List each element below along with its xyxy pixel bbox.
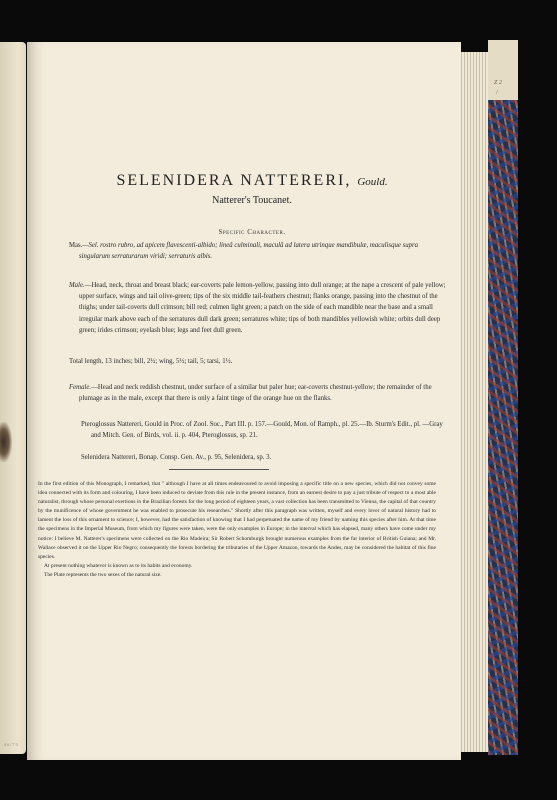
- total-length: Total length, 13 inches; bill, 2½; wing, 5½; tail, 5; tarsi, 1½.: [69, 358, 233, 365]
- facing-page-note: 4·6 / 7·3: [4, 742, 18, 747]
- male-text: —Head, neck, throat and breast black; ear-coverts pale lemon-yellow, passing into dull orange; at the nape a crescent of pale yellow; upper surface, wings and tail olive-green; tips of the six middle tail-feathers chestnut; flanks orange, passing into the chestnut of the thighs; under tail-coverts dull crimson; bill red; culmen light green; a patch on the side of each mandible near the base and a small irregular mark above each of the serratures dull dark green; serratures white; tips of both mandibles yellowish white; orbits dull deep green; irides crimson; eyelash blue; legs and feet dull green.: [79, 282, 446, 334]
- board-paper: [488, 40, 518, 100]
- marbled-board: [488, 40, 518, 755]
- male-label: Male.: [69, 282, 85, 289]
- species-authority: Gould.: [357, 176, 388, 188]
- mas-text: —Sel. rostro rubro, ad apicem flavescenti-albido; lineâ culminali, maculâ ad latera utrinque mandibulæ, maculisque supra singularum serraturarum viridi; serraturis albis.: [79, 242, 419, 261]
- synonymy-1: Pteroglossus Nattereri, Gould in Proc. of Zool. Soc., Part III. p. 157.—Gould, Mon. of Ramph., pl. 25.—Ib. Sturm's Edit., pl. —Gray and Mitch. Gen. of Birds, vol. ii. p. 404, Pteroglossus, sp. 21.: [81, 421, 443, 440]
- board-note-line2: /: [496, 90, 498, 96]
- species-name: SELENIDERA NATTERERI,: [116, 172, 352, 189]
- female-description: [69, 382, 447, 404]
- latin-diagnosis: [69, 240, 447, 262]
- board-note-line1: Z 2: [494, 80, 502, 86]
- female-text: —Head and neck reddish chestnut, under surface of a similar but paler hue; ear-coverts chestnut-yellow; the remainder of the plumage as in the male, except that there is only a faint tinge of the orange hue on the flanks.: [79, 384, 432, 403]
- male-description: [69, 280, 447, 336]
- female-label: Female.: [69, 384, 92, 391]
- plate-bleed-through: [0, 422, 12, 462]
- body-paragraph: At present nothing whatever is known as to its habits and economy.: [44, 562, 193, 569]
- divider-rule: [169, 469, 269, 470]
- species-title: [57, 172, 447, 190]
- book-page: [27, 42, 461, 760]
- common-name: Natterer's Toucanet.: [212, 195, 292, 206]
- facing-page: [0, 42, 26, 754]
- section-heading: Specific Character.: [218, 228, 286, 236]
- body-paragraph: The Plate represents the two sexes of the natural size.: [44, 571, 162, 578]
- mas-label: Mas.: [69, 242, 83, 249]
- synonymy-2: Selenidera Nattereri, Bonap. Consp. Gen. Av., p. 95, Selenidera, sp. 3.: [81, 454, 272, 461]
- body-text: [38, 480, 436, 580]
- body-paragraph: In the first edition of this Monograph, I remarked, that " although I have at all times endeavoured to avoid imposing a specific title on a new species, which did not convey some idea connected with its form and colouring, I have been induced to deviate from this rule in the present instance, from an earnest desire to pay a just tribute of respect to a most able naturalist, through whose personal exertions in the Brazilian forests for the long period of eighteen years, a vast collection has been transmitted to Vienna, the capital of that country by the munificence of whose government he was enabled to prosecute his researches." Shortly after this paragraph was written, myself and every lover of natural history had to lament the loss of this ornament to science; I, however, had the satisfaction of knowing that I had perpetuated the name of my friend by naming this species after him. At that time the specimens in the Imperial Museum, from which my figures were taken, were the only examples in Europe; in the interval which has elapsed, many others have come under my notice: I believe M. Natterer's specimens were collected on the Rio Madeira; Sir Robert Schomburgk brought numerous examples from the far interior of British Guiana; and Mr. Wallace observed it on the Upper Rio Negro; consequently the forests bordering the tributaries of the Upper Amazon, towards the Andes, may be considered the habitat of this fine species.: [38, 481, 436, 560]
